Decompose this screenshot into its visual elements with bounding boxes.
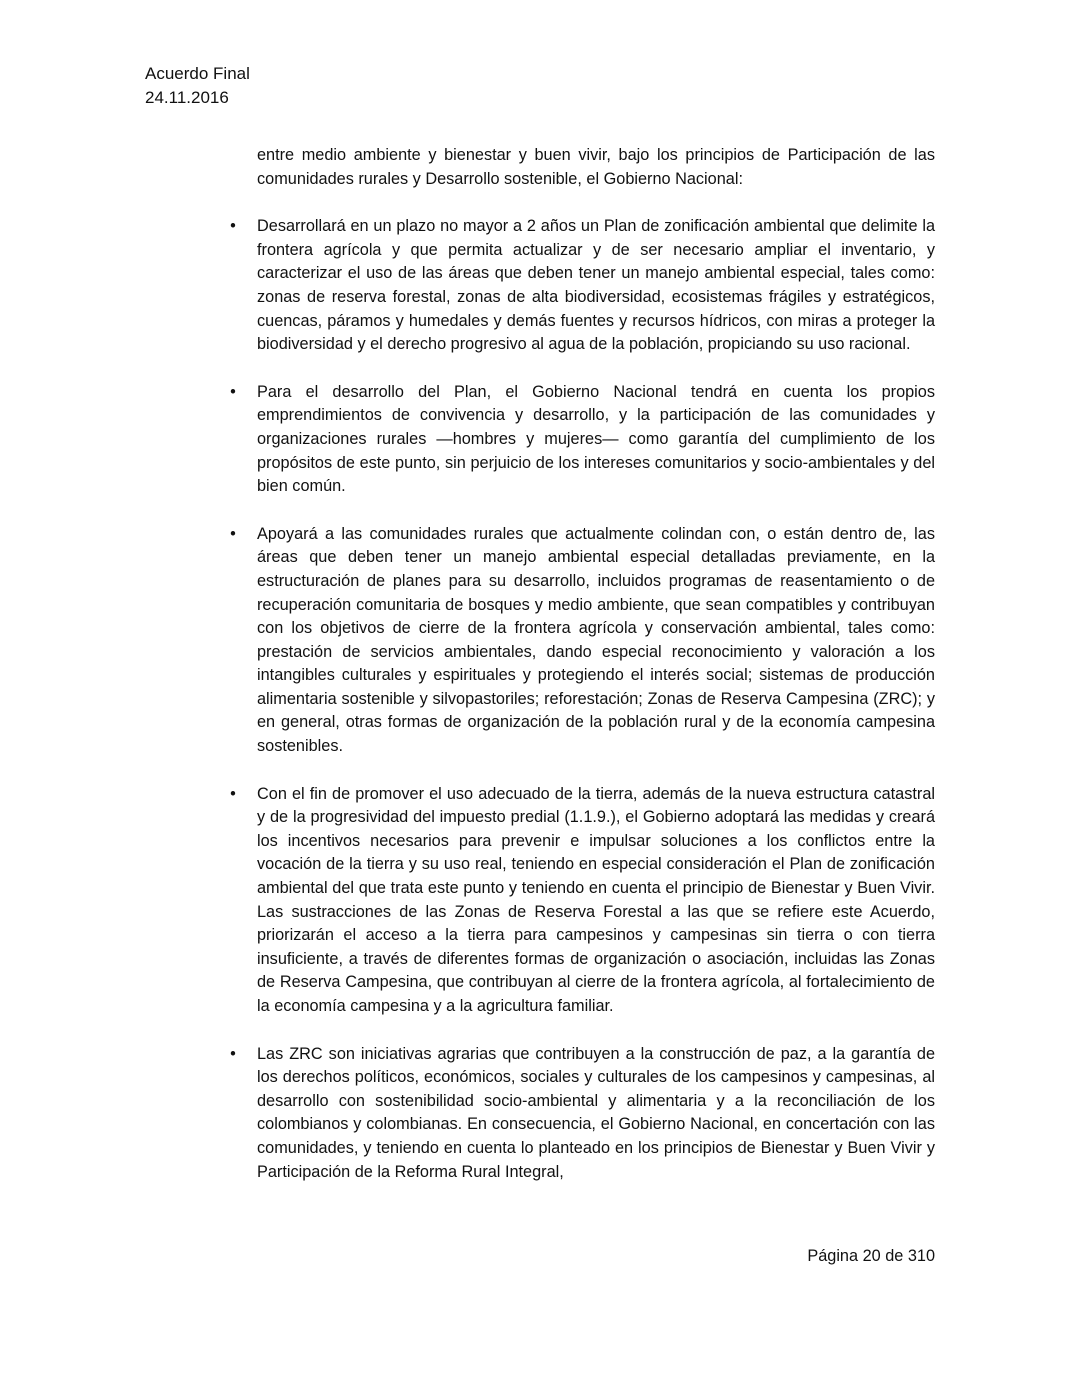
bullet-icon: •: [230, 382, 236, 401]
bullet-icon: •: [230, 784, 236, 803]
page-number: Página 20 de 310: [807, 1247, 935, 1265]
document-date: 24.11.2016: [145, 88, 229, 107]
bullet-icon: •: [230, 1044, 236, 1063]
bullet-text: Las ZRC son iniciativas agrarias que contribuyen a la construcción de paz, a la garantía de los derechos políticos, económicos, sociales y culturales de los campesinos y campesinas, al desarrollo con sostenibilidad socio-ambiental y alimentaria y a la reconciliación de los colombianos y colombianas. En consecuencia, el Gobierno Nacional, en concertación con las comunidades, y teniendo en cuenta lo planteado en los principios de Bienestar y Buen Vivir y Participación de la Reforma Rural Integral,: [257, 1044, 935, 1181]
bullet-text: Desarrollará en un plazo no mayor a 2 años un Plan de zonificación ambiental que delimite la frontera agrícola y que permita actualizar y de ser necesario ampliar el inventario, y caracterizar el uso de las áreas que deben tener un manejo ambiental especial, tales como: zonas de reserva forestal, zonas de alta biodiversidad, ecosistemas frágiles y estratégicos, cuencas, páramos y humedales y demás fuentes y recursos hídricos, con miras a proteger la biodiversidad y el derecho progresivo al agua de la población, propiciando su uso racional.: [257, 217, 935, 354]
bullet-text: Para el desarrollo del Plan, el Gobierno Nacional tendrá en cuenta los propios emprendimientos de convivencia y desarrollo, y la participación de las comunidades y organizaciones rurales —hombres y mujeres— como garantía del cumplimiento de los propósitos de este punto, sin perjuicio de los intereses comunitarios y socio-ambientales y del bien común.: [257, 382, 935, 496]
bullet-list: [230, 215, 935, 1184]
document-title: Acuerdo Final: [145, 64, 250, 83]
bullet-text: Con el fin de promover el uso adecuado de la tierra, además de la nueva estructura catastral y de la progresividad del impuesto predial (1.1.9.), el Gobierno adoptará las medidas y creará los incentivos necesarios para prevenir e impulsar soluciones a los conflictos entre la vocación de la tierra y su uso real, teniendo en especial consideración el Plan de zonificación ambiental del que trata este punto y teniendo en cuenta el principio de Bienestar y Buen Vivir. Las sustracciones de las Zonas de Reserva Forestal a las que se refiere este Acuerdo, priorizarán el acceso a la tierra para campesinos y campesinas sin tierra o con tierra insuficiente, a través de diferentes formas de organización o asociación, incluidas las Zonas de Reserva Campesina, que contribuyan al cierre de la frontera agrícola, al fortalecimiento de la economía campesina y a la agricultura familiar.: [257, 784, 935, 1015]
document-body: [230, 144, 935, 1184]
bullet-item: [230, 783, 935, 1019]
bullet-icon: •: [230, 217, 236, 236]
bullet-item: [230, 215, 935, 357]
page-header: [145, 62, 250, 110]
bullet-text: Apoyará a las comunidades rurales que actualmente colindan con, o están dentro de, las áreas que deben tener un manejo ambiental especial detalladas previamente, en la estructuración de planes para su desarrollo, incluidos programas de reasentamiento o de recuperación comunitaria de bosques y medio ambiente, que sean compatibles y contribuyan con los objetivos de cierre de la frontera agrícola y conservación ambiental, tales como: prestación de servicios ambientales, dando especial reconocimiento y valoración a los intangibles culturales y espirituales y protegiendo el interés social; sistemas de producción alimentaria sostenible y silvopastoriles; reforestación; Zonas de Reserva Campesina (ZRC); y en general, otras formas de organización de la población rural y de la economía campesina sostenibles.: [257, 524, 935, 756]
bullet-item: [230, 523, 935, 759]
intro-paragraph: entre medio ambiente y bienestar y buen vivir, bajo los principios de Participación de las comunidades rurales y Desarrollo sostenible, el Gobierno Nacional:: [257, 146, 935, 188]
bullet-item: [230, 381, 935, 499]
bullet-icon: •: [230, 524, 236, 543]
bullet-item: [230, 1043, 935, 1185]
